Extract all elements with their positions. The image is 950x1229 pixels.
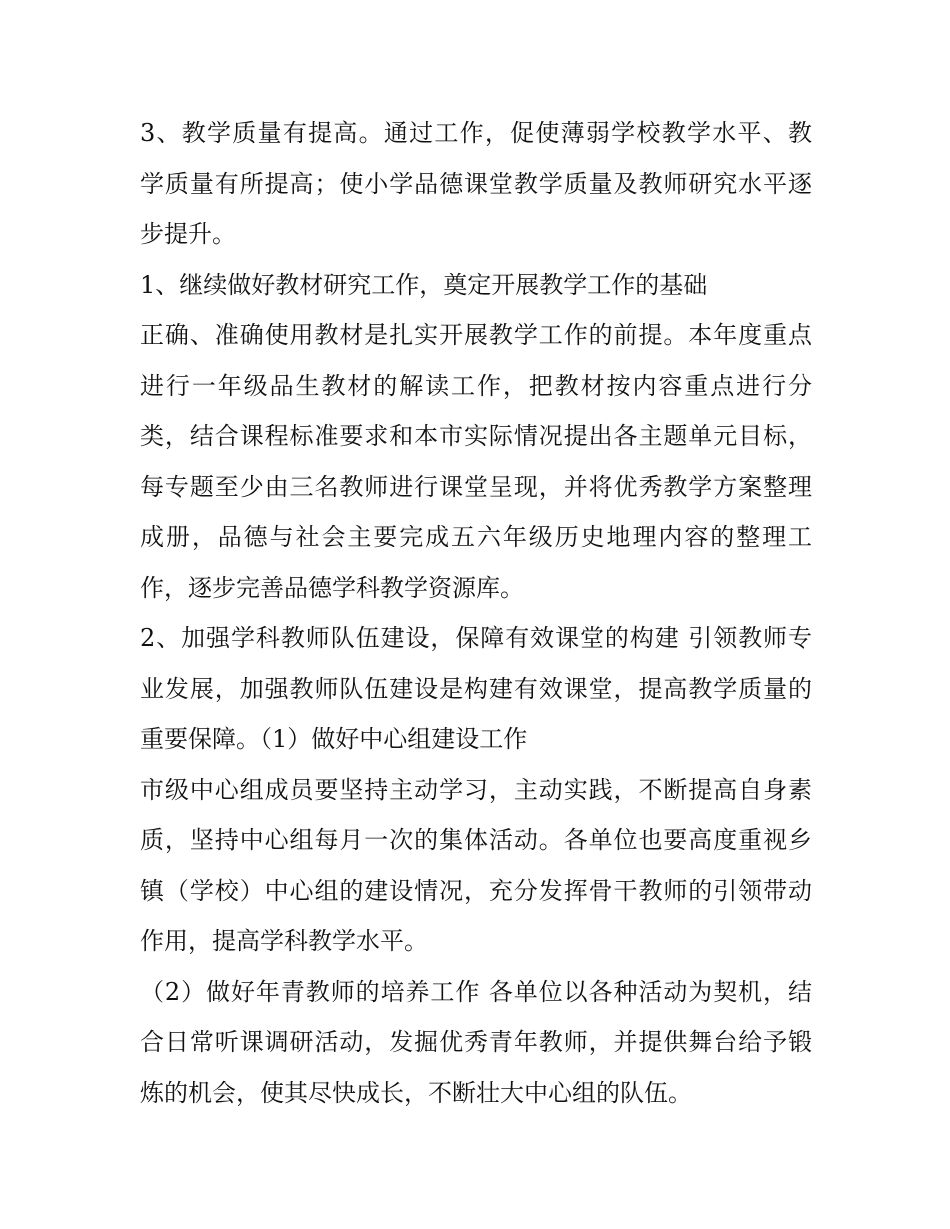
text-line-5: 正确、准确使用教材是扎实开展教学工作的前提。本年度重点 (140, 321, 812, 349)
text-line-10: 作，逐步完善品德学科教学资源库。 (140, 573, 524, 602)
text-line-1: 3、教学质量有提高。通过工作，促使薄弱学校教学水平、教 (140, 119, 812, 147)
text-line-11: 2、加强学科教师队伍建设，保障有效课堂的构建 引领教师专 (140, 624, 812, 652)
text-line-15: 质，坚持中心组每月一次的集体活动。各单位也要高度重视乡 (140, 826, 812, 854)
text-line-6: 进行一年级品生教材的解读工作，把教材按内容重点进行分 (140, 371, 812, 400)
text-line-3: 步提升。 (140, 220, 236, 248)
text-line-18: （2）做好年青教师的培养工作 各单位以各种活动为契机，结 (140, 977, 812, 1006)
text-line-14: 市级中心组成员要坚持主动学习，主动实践，不断提高自身素 (140, 775, 812, 804)
document-body (140, 108, 812, 1118)
text-line-17: 作用，提高学科教学水平。 (140, 927, 428, 955)
text-line-4: 1、继续做好教材研究工作，奠定开展教学工作的基础 (140, 270, 708, 299)
text-line-7: 类，结合课程标准要求和本市实际情况提出各主题单元目标， (140, 422, 812, 450)
text-line-20: 炼的机会，使其尽快成长，不断壮大中心组的队伍。 (140, 1078, 692, 1107)
text-line-19: 合日常听课调研活动，发掘优秀青年教师，并提供舞台给予锻 (140, 1028, 812, 1056)
text-line-2: 学质量有所提高；使小学品德课堂教学质量及教师研究水平逐 (140, 169, 812, 198)
text-line-13: 重要保障。（1）做好中心组建设工作 (140, 725, 528, 753)
text-line-16: 镇（学校）中心组的建设情况，充分发挥骨干教师的引领带动 (140, 876, 812, 905)
text-line-9: 成册，品德与社会主要完成五六年级历史地理内容的整理工 (140, 523, 812, 551)
text-line-8: 每专题至少由三名教师进行课堂呈现，并将优秀教学方案整理 (140, 472, 812, 501)
text-line-12: 业发展，加强教师队伍建设是构建有效课堂，提高教学质量的 (140, 674, 812, 703)
